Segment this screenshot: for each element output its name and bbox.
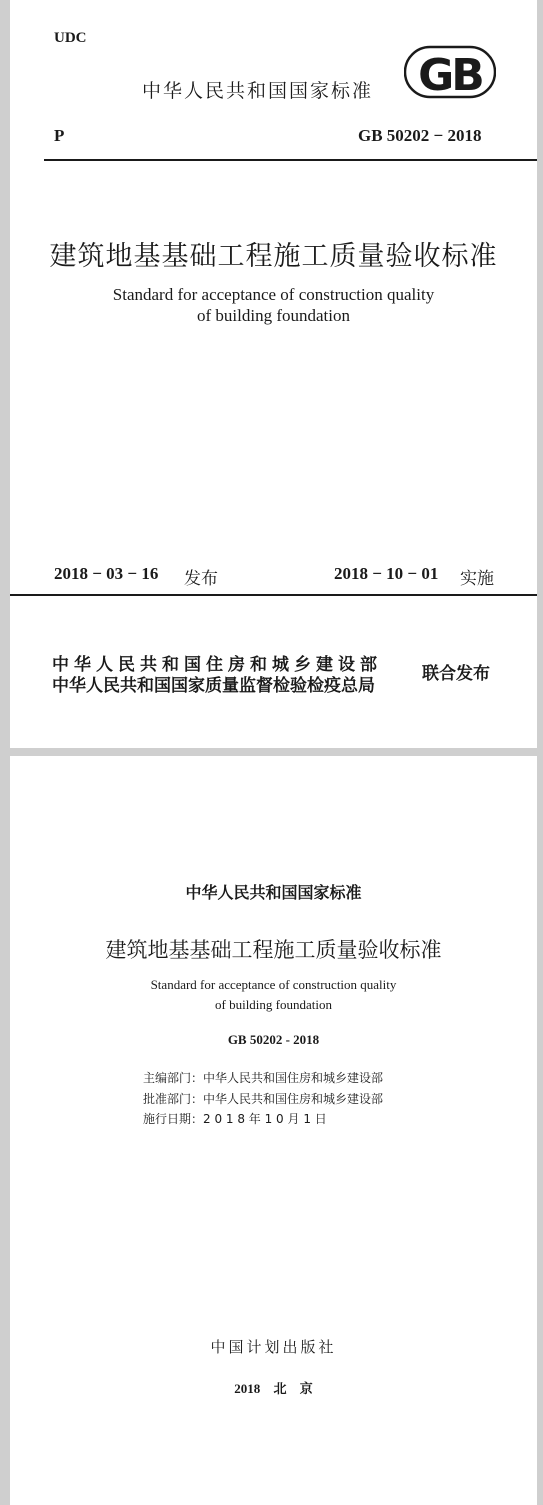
issue-label: 发布 xyxy=(184,569,218,589)
standard-number: GB 50202 - 2018 xyxy=(227,1032,320,1047)
issue-date: 2018 − 03 − 16 xyxy=(54,564,159,583)
cover-page xyxy=(10,0,537,748)
title-english-line1: Standard for acceptance of construction quality xyxy=(150,977,397,992)
implementation-label: 实施 xyxy=(460,569,494,589)
approver-line: 批准部门：中华人民共和国住房和城乡建设部 xyxy=(143,1092,384,1106)
category-label: P xyxy=(54,126,65,145)
national-standard-heading: 中华人民共和国国家标准 xyxy=(142,80,374,102)
joint-release-label: 联合发布 xyxy=(422,664,490,684)
title-page xyxy=(10,756,537,1505)
divider-bottom xyxy=(10,594,537,596)
divider-top xyxy=(44,159,537,161)
title-english-line1: Standard for acceptance of construction quality xyxy=(112,285,435,304)
title-english-line2: of building foundation xyxy=(197,306,350,325)
issuer-ministry-housing: 中华人民共和国住房和城乡建设部 xyxy=(52,655,382,675)
standard-number: GB 50202 − 2018 xyxy=(358,126,482,145)
udc-label: UDC xyxy=(54,30,87,46)
chief-editor-line: 主编部门：中华人民共和国住房和城乡建设部 xyxy=(143,1071,384,1085)
title-chinese: 建筑地基基础工程施工质量验收标准 xyxy=(105,938,442,962)
effective-date-line: 施行日期：2 0 1 8 年 1 0 月 1 日 xyxy=(143,1112,327,1126)
implementation-date: 2018 − 10 − 01 xyxy=(334,564,439,583)
publication-place: 2018 北 京 xyxy=(234,1381,313,1396)
national-standard-heading: 中华人民共和国国家标准 xyxy=(185,883,362,902)
title-chinese: 建筑地基基础工程施工质量验收标准 xyxy=(49,241,498,272)
publisher-name: 中国计划出版社 xyxy=(210,1338,337,1356)
issuer-quality-inspection: 中华人民共和国国家质量监督检验检疫总局 xyxy=(52,676,375,696)
gb-logo xyxy=(404,44,496,100)
gb-logo-text: GB xyxy=(418,50,482,100)
title-english-line2: of building foundation xyxy=(215,997,332,1012)
